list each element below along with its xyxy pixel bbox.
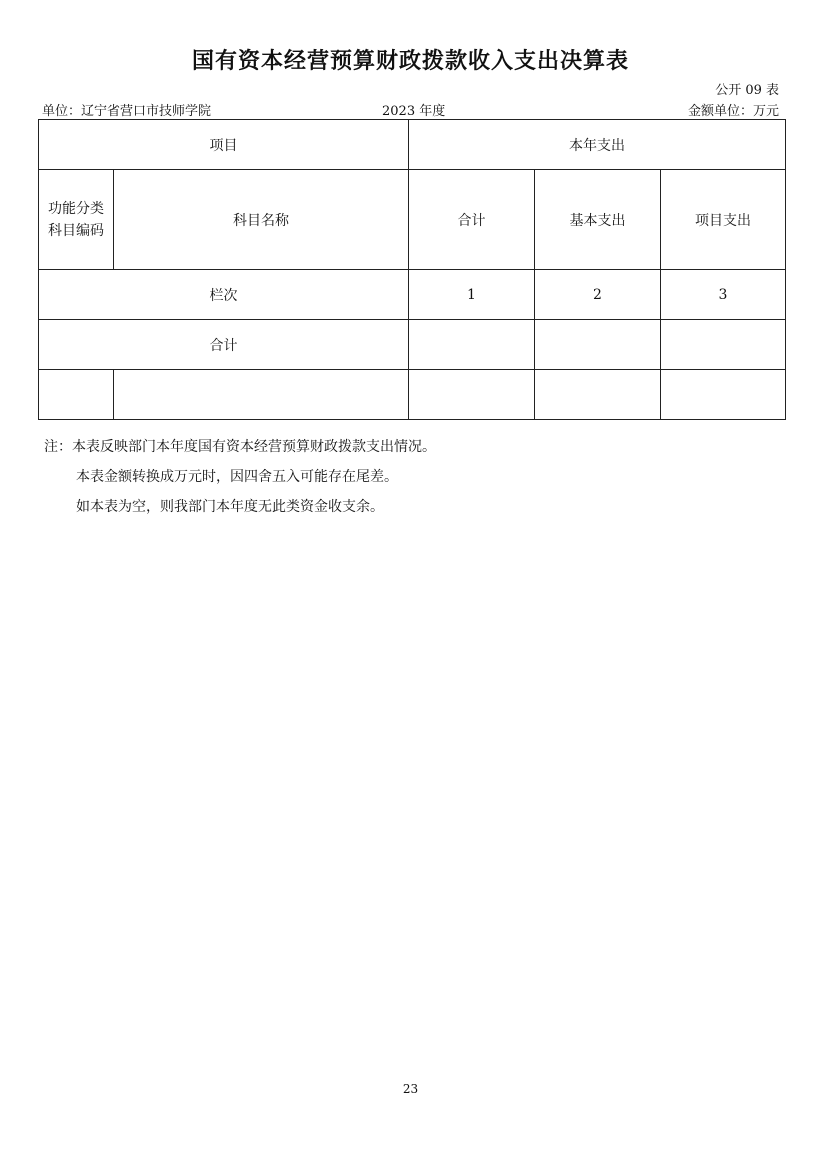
- reporting-unit: 单位：辽宁省营口市技师学院: [42, 104, 212, 119]
- table-subheader-row: [39, 170, 786, 270]
- table-row-index: [39, 270, 786, 320]
- header-total: 合计: [409, 170, 535, 270]
- note-line-3: 如本表为空，则我部门本年度无此类资金收支余。: [76, 499, 384, 515]
- empty-code-cell: [39, 370, 114, 420]
- table-row-total: [39, 320, 786, 370]
- header-subject-name: 科目名称: [114, 170, 409, 270]
- total-project-cell: [661, 320, 786, 370]
- total-cell: [409, 320, 535, 370]
- header-function-code: [39, 170, 114, 270]
- total-basic-cell: [535, 320, 661, 370]
- expenditure-table: [38, 119, 786, 420]
- header-expense: 本年支出: [409, 120, 786, 170]
- header-function-code-line1: 功能分类: [48, 200, 104, 217]
- page-number: 23: [402, 1082, 419, 1096]
- row-index-label: 栏次: [39, 270, 409, 320]
- note-line-1: 注：本表反映部门本年度国有资本经营预算财政拨款支出情况。: [44, 439, 436, 455]
- index-cell-3: 3: [661, 270, 786, 320]
- empty-name-cell: [114, 370, 409, 420]
- header-basic-expense: 基本支出: [535, 170, 661, 270]
- row-total-label: 合计: [39, 320, 409, 370]
- fiscal-year: 2023 年度: [382, 104, 446, 119]
- empty-total-cell: [409, 370, 535, 420]
- notes: [44, 432, 436, 522]
- index-cell-1: 1: [409, 270, 535, 320]
- empty-basic-cell: [535, 370, 661, 420]
- page-title: 国有资本经营预算财政拨款收入支出决算表: [191, 49, 629, 74]
- table-row: [39, 370, 786, 420]
- amount-unit: 金额单位：万元: [687, 104, 779, 119]
- header-project-expense: 项目支出: [661, 170, 786, 270]
- form-code: 公开 09 表: [715, 83, 779, 98]
- header-function-code-line2: 科目编码: [48, 222, 104, 239]
- index-cell-2: 2: [535, 270, 661, 320]
- empty-project-cell: [661, 370, 786, 420]
- meta-row: [42, 100, 779, 118]
- note-line-2: 本表金额转换成万元时，因四舍五入可能存在尾差。: [76, 469, 398, 485]
- header-item: 项目: [39, 120, 409, 170]
- table-header-row: [39, 120, 786, 170]
